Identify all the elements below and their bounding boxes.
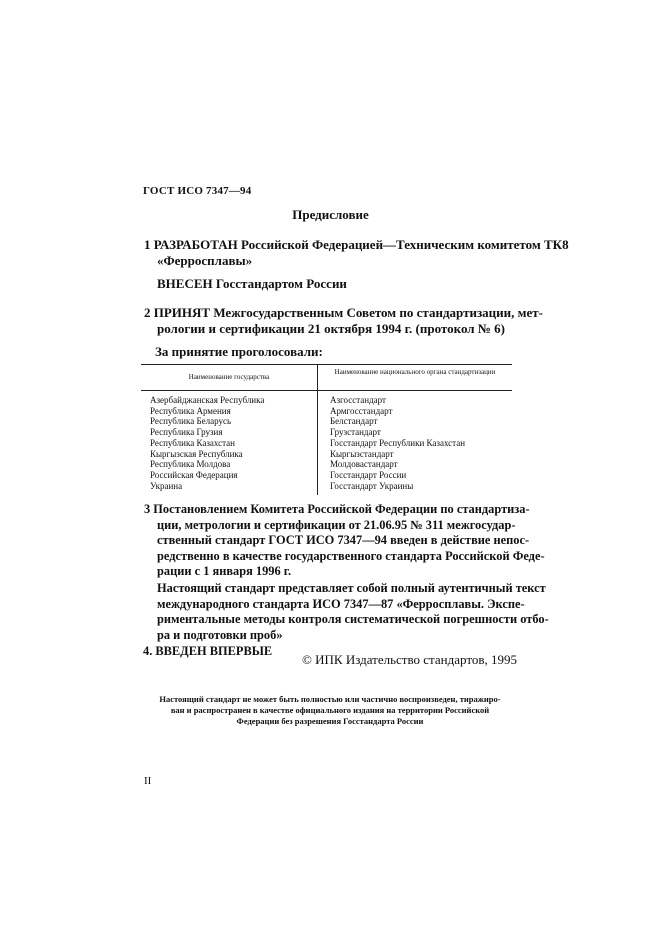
- table-cell-state: Республика Грузия: [150, 427, 223, 438]
- table-cell-body: Грузстандарт: [330, 427, 381, 438]
- table-cell-state: Российская Федерация: [150, 469, 238, 480]
- table-cell-state: Азербайджанская Республика: [150, 395, 265, 405]
- section-2-line-2: рологии и сертификации 21 октября 1994 г. (протокол № 6): [157, 321, 505, 336]
- table-top-rule: [141, 364, 512, 365]
- section-3-line: редственно в качестве государственного стандарта Российской Феде-: [157, 549, 545, 563]
- table-cell-state: Республика Армения: [150, 405, 231, 416]
- table-cell-state: Республика Казахстан: [150, 437, 235, 448]
- table-cell-body: Госстандарт Украины: [330, 480, 414, 491]
- section-1-line-2: «Ферросплавы»: [157, 253, 253, 268]
- table-bodies-column: [330, 395, 510, 491]
- table-cell-body: Белстандарт: [330, 416, 378, 427]
- section-3-line: ра и подготовки проб»: [157, 628, 283, 642]
- notice-line: Федерации без разрешения Госстандарта России: [236, 716, 424, 726]
- page-number: II: [144, 775, 152, 787]
- section-4: 4. ВВЕДЕН ВПЕРВЫЕ: [143, 644, 273, 658]
- table-cell-state: Республика Беларусь: [150, 416, 232, 427]
- section-2-line-1: 2 ПРИНЯТ Межгосударственным Советом по стандартизации, мет-: [144, 305, 543, 320]
- table-header-body: Наименование национального органа стандартизации: [334, 368, 496, 376]
- reproduction-notice: [130, 694, 530, 727]
- section-3-line: международного стандарта ИСО 7347—87 «Ферросплавы. Экспе-: [157, 597, 525, 611]
- page-title: Предисловие: [292, 207, 369, 222]
- copyright-line: © ИПК Издательство стандартов, 1995: [302, 652, 517, 667]
- section-3-line: Настоящий стандарт представляет собой полный аутентичный текст: [157, 581, 546, 595]
- table-states-column: [150, 395, 315, 491]
- notice-line: ван и распространен в качестве официального издания на территории Российской: [170, 705, 490, 715]
- section-3-line: риментальные методы контроля систематической погрешности отбо-: [157, 612, 549, 626]
- table-cell-body: Кыргызстандарт: [330, 448, 394, 459]
- section-1-introduced: ВНЕСЕН Госстандартом России: [157, 276, 347, 291]
- section-3-line: ственный стандарт ГОСТ ИСО 7347—94 введен в действие непос-: [157, 533, 530, 547]
- section-3-line: ции, метрологии и сертификации от 21.06.95 № 311 межгосудар-: [157, 518, 516, 532]
- document-code: ГОСТ ИСО 7347—94: [143, 185, 252, 197]
- section-3-line: рации с 1 января 1996 г.: [157, 564, 292, 578]
- table-cell-body: Азгосстандарт: [330, 395, 386, 405]
- voting-heading: За принятие проголосовали:: [155, 344, 323, 359]
- table-cell-body: Армгосстандарт: [330, 405, 393, 416]
- table-cell-state: Республика Молдова: [150, 459, 231, 470]
- table-header-state: Наименование государства: [188, 373, 270, 381]
- table-cell-body: Госстандарт России: [330, 469, 407, 480]
- table-cell-state: Украина: [150, 480, 183, 491]
- section-3-line: 3 Постановлением Комитета Российской Федерации по стандартиза-: [144, 502, 530, 516]
- notice-line: Настоящий стандарт не может быть полностью или частично воспроизведен, тиражиро-: [159, 694, 501, 704]
- table-header-rule: [141, 390, 512, 391]
- section-1-line-1: 1 РАЗРАБОТАН Российской Федерацией—Техническим комитетом ТК8: [144, 237, 569, 252]
- table-cell-body: Молдовастандарт: [330, 459, 398, 470]
- table-column-divider: [317, 364, 318, 495]
- table-cell-state: Кыргызская Республика: [150, 448, 243, 459]
- table-cell-body: Госстандарт Республики Казахстан: [330, 437, 466, 448]
